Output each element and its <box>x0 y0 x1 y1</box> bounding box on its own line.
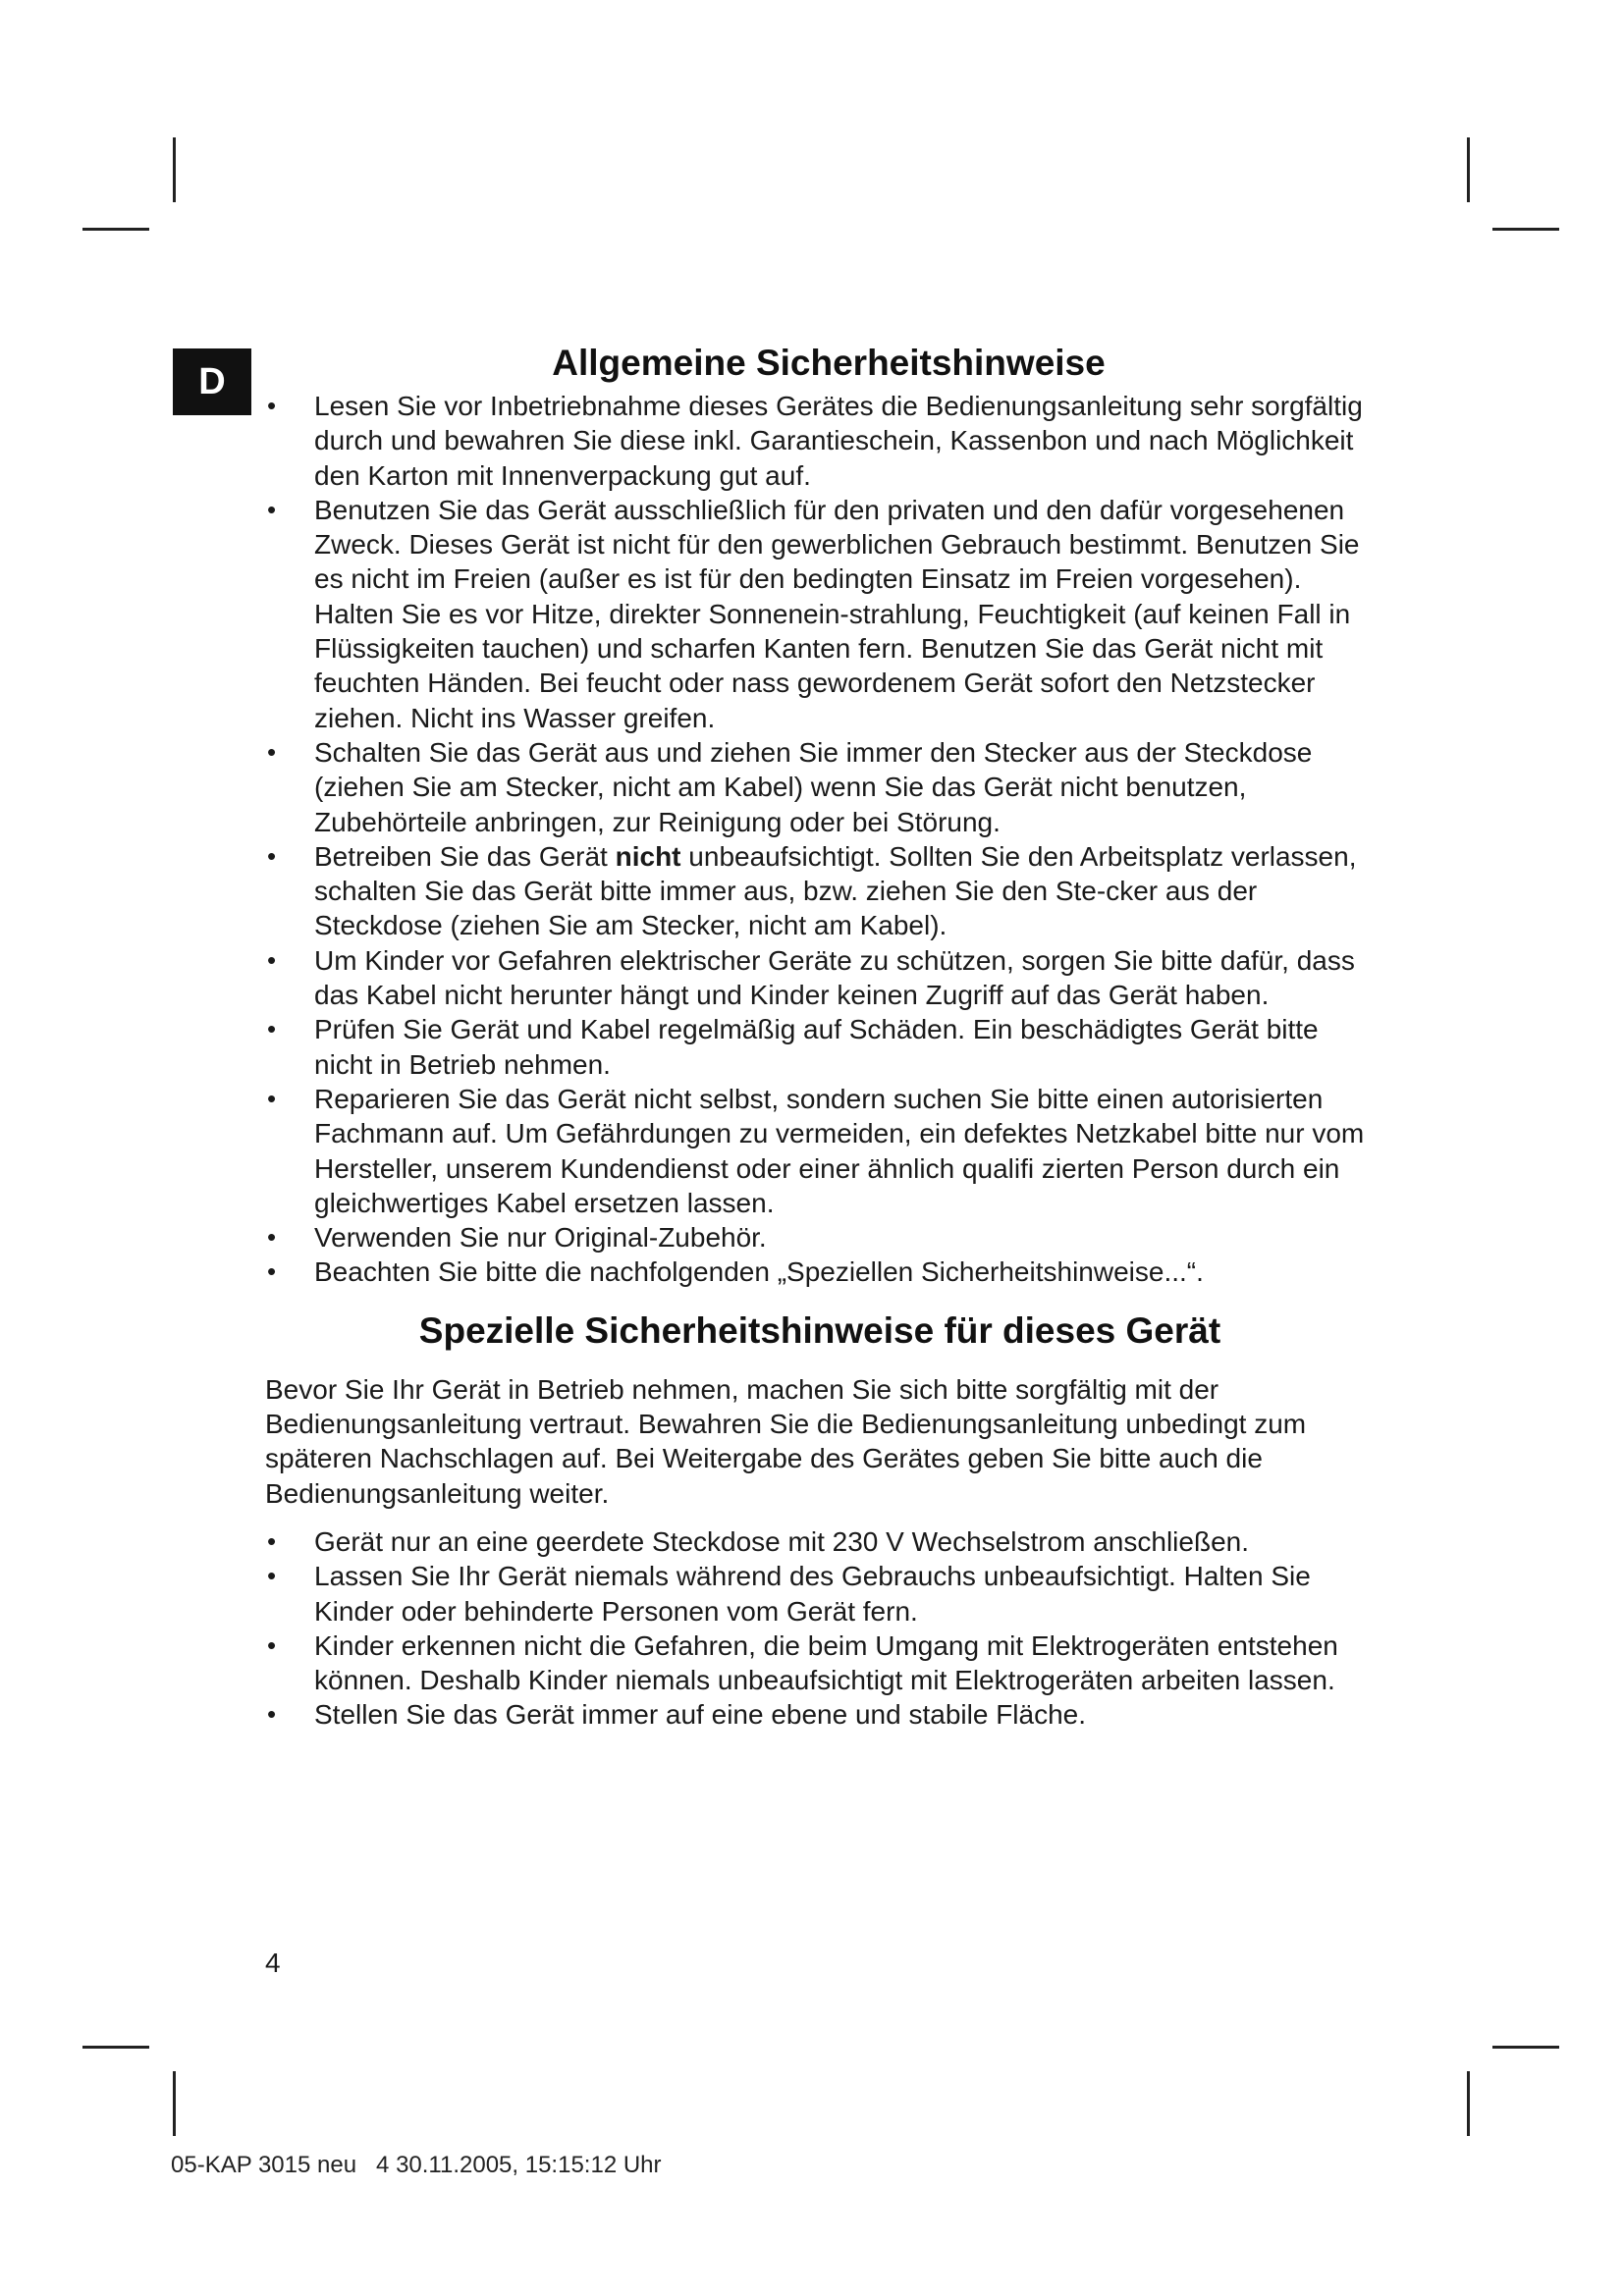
crop-mark-bottom-right-horizontal <box>1492 2046 1559 2049</box>
general-safety-list <box>265 389 1375 1290</box>
crop-mark-top-right-vertical <box>1467 137 1470 202</box>
list-item-text: Um Kinder vor Gefahren elektrischer Geräte zu schützen, sorgen Sie bitte dafür, dass das Kabel nicht herunter hängt und Kinder keinen Zugriff auf das Gerät haben. <box>314 944 1355 1011</box>
crop-mark-bottom-right-vertical <box>1467 2071 1470 2136</box>
list-item-text: Beachten Sie bitte die nachfolgenden „Speziellen Sicherheitshinweise...“. <box>314 1256 1204 1288</box>
print-footer: 05-KAP 3015 neu 4 30.11.2005, 15:15:12 Uhr <box>171 2152 662 2178</box>
list-item <box>265 1220 1375 1255</box>
list-item-text: Gerät nur an eine geerdete Steckdose mit 230 V Wechselstrom anschließen. <box>314 1525 1249 1557</box>
list-item <box>265 1012 1375 1082</box>
list-item <box>265 735 1375 839</box>
list-item-text: Reparieren Sie das Gerät nicht selbst, sondern suchen Sie bitte einen autorisierten Fachmann auf. Um Gefährdungen zu vermeiden, ein defektes Netzkabel bitte nur vom Hersteller, unserem Kundendienst oder einer ähnlich qualifi zierten Person durch ein gleichwertiges Kabel ersetzen lassen. <box>314 1083 1365 1218</box>
list-item <box>265 389 1375 493</box>
crop-mark-bottom-left-vertical <box>173 2071 176 2136</box>
list-item <box>265 1697 1375 1732</box>
section-heading-general-safety: Allgemeine Sicherheitshinweise <box>552 343 1106 383</box>
crop-mark-top-left-vertical <box>173 137 176 202</box>
section-heading-special-safety: Spezielle Sicherheitshinweise für dieses Gerät <box>418 1309 1221 1351</box>
list-item-text: Benutzen Sie das Gerät ausschließlich für den privaten und den dafür vorgesehenen Zweck. Dieses Gerät ist nicht für den gewerblichen Gebrauch bestimmt. Benutzen Sie es nicht im Freien (außer es ist für den bedingten Einsatz im Freien vorgesehen). Halten Sie es vor Hitze, direkter Sonnenein-strahlung, Feuchtigkeit (auf keinen Fall in Flüssigkeiten tauchen) und scharfen Kanten fern. Benutzen Sie das Gerät nicht mit feuchten Händen. Bei feucht oder nass gewordenem Gerät sofort den Netzstecker ziehen. Nicht ins Wasser greifen. <box>314 494 1360 733</box>
language-tab: D <box>173 348 251 415</box>
emphasis-not: nicht <box>615 840 681 872</box>
list-item-text: Stellen Sie das Gerät immer auf eine ebene und stabile Fläche. <box>314 1699 1087 1731</box>
list-item-text: Kinder erkennen nicht die Gefahren, die beim Umgang mit Elektrogeräten entstehen können. Deshalb Kinder niemals unbeaufsichtigt mit Elektrogeräten arbeiten lassen. <box>314 1629 1338 1696</box>
special-safety-list <box>265 1524 1375 1733</box>
page-number: 4 <box>265 1948 281 1978</box>
list-item <box>265 1524 1375 1559</box>
list-item <box>265 839 1375 943</box>
list-item-text-continued: unbeaufsichtigt. Sollten Sie den Arbeitsplatz verlassen, schalten Sie das Gerät bitte immer aus, bzw. ziehen Sie den Ste-cker aus der Steckdose (ziehen Sie am Stecker, nicht am Kabel). <box>314 840 1357 941</box>
list-item-text: Schalten Sie das Gerät aus und ziehen Sie immer den Stecker aus der Steckdose (ziehen Sie am Stecker, nicht am Kabel) wenn Sie das Gerät nicht benutzen, Zubehörteile anbringen, zur Reinigung oder bei Störung. <box>314 736 1313 837</box>
list-item-text: Lesen Sie vor Inbetriebnahme dieses Gerätes die Bedienungsanleitung sehr sorgfältig durch und bewahren Sie diese inkl. Garantieschein, Kassenbon und nach Möglichkeit den Karton mit Innenverpackung gut auf. <box>314 391 1363 491</box>
list-item <box>265 943 1375 1013</box>
list-item-text: Verwenden Sie nur Original-Zubehör. <box>314 1222 767 1254</box>
list-item <box>265 1559 1375 1629</box>
list-item <box>265 1629 1375 1698</box>
crop-mark-top-right-horizontal <box>1492 228 1559 231</box>
crop-mark-bottom-left-horizontal <box>82 2046 149 2049</box>
list-item <box>265 493 1375 735</box>
list-item-text: Betreiben Sie das Gerät <box>314 840 616 872</box>
page-content <box>265 340 1375 1733</box>
intro-paragraph: Bevor Sie Ihr Gerät in Betrieb nehmen, machen Sie sich bitte sorgfältig mit der Bedienungsanleitung vertraut. Bewahren Sie die Bedienungsanleitung unbedingt zum späteren Nachschlagen auf. Bei Weitergabe des Gerätes geben Sie bitte auch die Bedienungsanleitung weiter. <box>265 1373 1307 1509</box>
crop-mark-top-left-horizontal <box>82 228 149 231</box>
list-item-text: Prüfen Sie Gerät und Kabel regelmäßig auf Schäden. Ein beschädigtes Gerät bitte nicht in Betrieb nehmen. <box>314 1014 1319 1080</box>
list-item <box>265 1255 1375 1289</box>
list-item <box>265 1082 1375 1220</box>
list-item-text: Lassen Sie Ihr Gerät niemals während des Gebrauchs unbeaufsichtigt. Halten Sie Kinder oder behinderte Personen vom Gerät fern. <box>314 1561 1311 1627</box>
